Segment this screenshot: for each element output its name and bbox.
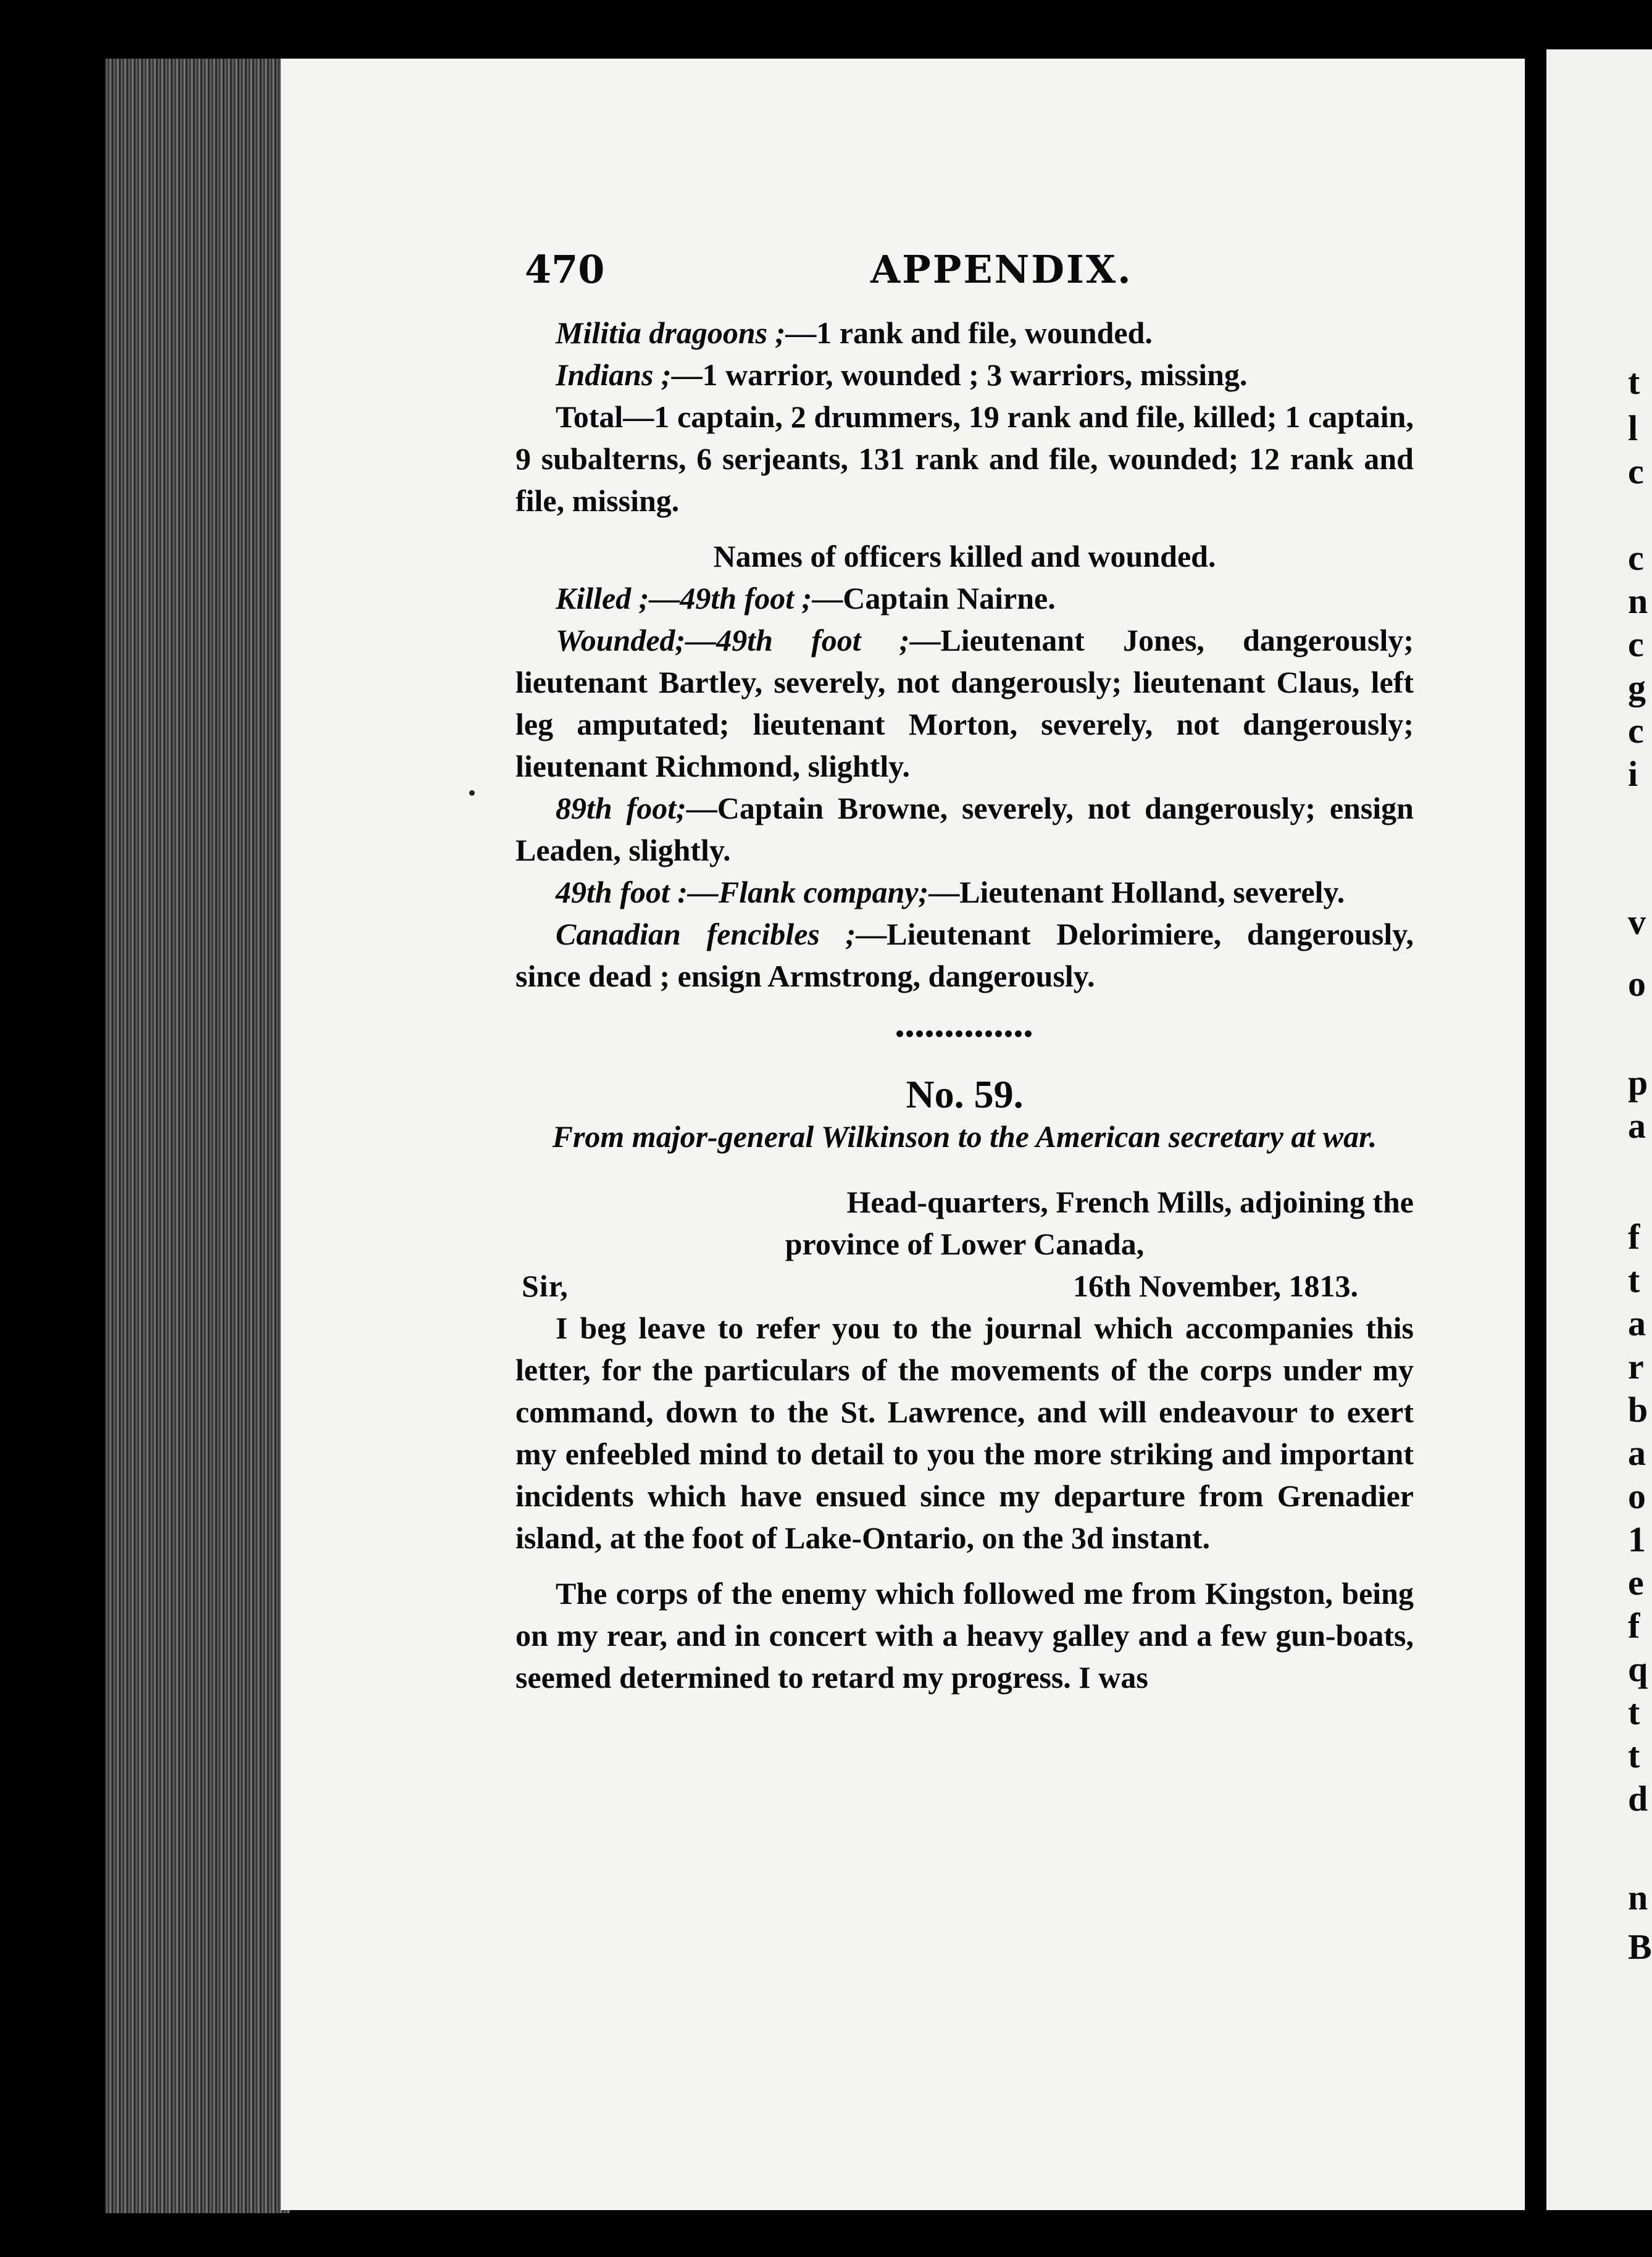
right-fragment: t: [1628, 1692, 1640, 1732]
indians-text: —1 warrior, wounded ; 3 warriors, missing.: [671, 357, 1248, 392]
foot49-entry: [515, 871, 1414, 913]
right-fragment: a: [1628, 1303, 1646, 1343]
militia-text: —1 rank and file, wounded.: [785, 315, 1153, 350]
right-fragment: q: [1628, 1649, 1648, 1689]
canadian-entry: [515, 913, 1414, 997]
killed-label: Killed ;—49th foot ;: [556, 581, 812, 615]
right-fragment: 1: [1628, 1519, 1646, 1559]
right-fragment: t: [1628, 1260, 1640, 1300]
page-number: 470: [525, 247, 605, 292]
page-body: [515, 312, 1414, 1698]
foot49-text: —Lieutenant Holland, severely.: [928, 875, 1345, 909]
militia-label: Militia dragoons ;: [556, 315, 786, 350]
right-fragment: g: [1628, 667, 1646, 707]
margin-mark: [469, 790, 475, 796]
foot89-entry: [515, 787, 1414, 871]
right-fragment: f: [1628, 1217, 1640, 1257]
document-number: No. 59.: [906, 1072, 1024, 1116]
right-fragment: p: [1628, 1062, 1648, 1103]
right-fragment: n: [1628, 581, 1648, 621]
letter-date: 16th November, 1813.: [1072, 1269, 1358, 1303]
address-line-1: Head-quarters, French Mills, adjoining the: [846, 1185, 1414, 1219]
foot49-label: 49th foot :—Flank company;: [556, 875, 929, 909]
indians-entry: [515, 354, 1414, 396]
total-entry: Total—1 captain, 2 drummers, 19 rank and file, killed; 1 captain, 9 subalterns, 6 serjeants, 131 rank and file, wounded; 12 rank and file, missing.: [515, 399, 1414, 518]
wounded-label: Wounded;—49th foot ;: [556, 623, 910, 657]
right-fragment: c: [1628, 451, 1644, 491]
right-fragment: o: [1628, 1476, 1646, 1516]
document-title: From major-general Wilkinson to the American secretary at war.: [552, 1119, 1377, 1154]
salutation: Sir,: [522, 1269, 569, 1303]
section-divider: ••••••••••••••: [895, 1020, 1034, 1048]
right-fragment: t: [1628, 362, 1640, 402]
right-fragment: t: [1628, 1735, 1640, 1775]
indians-label: Indians ;: [556, 357, 672, 392]
canadian-text: —Lieutenant Delorimiere, dangerously, since dead ; ensign Armstrong, dangerously.: [515, 917, 1414, 993]
canadian-label: Canadian fencibles ;: [556, 917, 856, 951]
killed-entry: [515, 577, 1414, 619]
right-fragment: r: [1628, 1346, 1644, 1387]
right-fragment: v: [1628, 902, 1646, 942]
salutation-line: [515, 1265, 1414, 1307]
page-header: [525, 247, 1401, 296]
wounded-text: —Lieutenant Jones, dangerously; lieutenant Bartley, severely, not dangerously; lieutenant Claus, left leg amputated; lieutenant Morton, severely, not dangerously; lieutenant Richmond, slightly.: [515, 623, 1414, 783]
right-fragment: c: [1628, 538, 1644, 578]
right-fragment: c: [1628, 624, 1644, 664]
right-fragment: d: [1628, 1779, 1648, 1819]
killed-text: —Captain Nairne.: [812, 581, 1056, 615]
right-fragment: e: [1628, 1562, 1644, 1603]
book-spine: [105, 59, 290, 2213]
right-fragment: a: [1628, 1106, 1646, 1146]
names-heading: Names of officers killed and wounded.: [713, 539, 1216, 574]
right-fragment: i: [1628, 754, 1638, 794]
right-fragment: o: [1628, 964, 1646, 1004]
address-line-2: province of Lower Canada,: [785, 1227, 1145, 1261]
right-fragment: a: [1628, 1433, 1646, 1473]
wounded-entry: [515, 619, 1414, 787]
right-fragment: b: [1628, 1390, 1648, 1430]
running-title: APPENDIX.: [870, 247, 1133, 292]
right-fragment: l: [1628, 408, 1638, 448]
foot89-label: 89th foot;: [556, 791, 686, 825]
right-fragment: n: [1628, 1877, 1648, 1917]
right-fragment: f: [1628, 1606, 1640, 1646]
paragraph-2: The corps of the enemy which followed me from Kingston, being on my rear, and in concert with a heavy galley and a few gun-boats, seemed determined to retard my progress. I was: [515, 1576, 1414, 1695]
militia-entry: [515, 312, 1414, 354]
right-fragment: c: [1628, 711, 1644, 751]
foot89-text: —Captain Browne, severely, not dangerously; ensign Leaden, slightly.: [515, 791, 1414, 867]
right-fragment: B: [1628, 1927, 1652, 1967]
paragraph-1: I beg leave to refer you to the journal which accompanies this letter, for the particulars of the movements of the corps under my command, down to the St. Lawrence, and will endeavour to exert my enfeebled mind to detail to you the more striking and important incidents which have ensued since my departure from Grenadier island, at the foot of Lake-Ontario, on the 3d instant.: [515, 1311, 1414, 1555]
right-page-edge: [1546, 49, 1652, 2210]
